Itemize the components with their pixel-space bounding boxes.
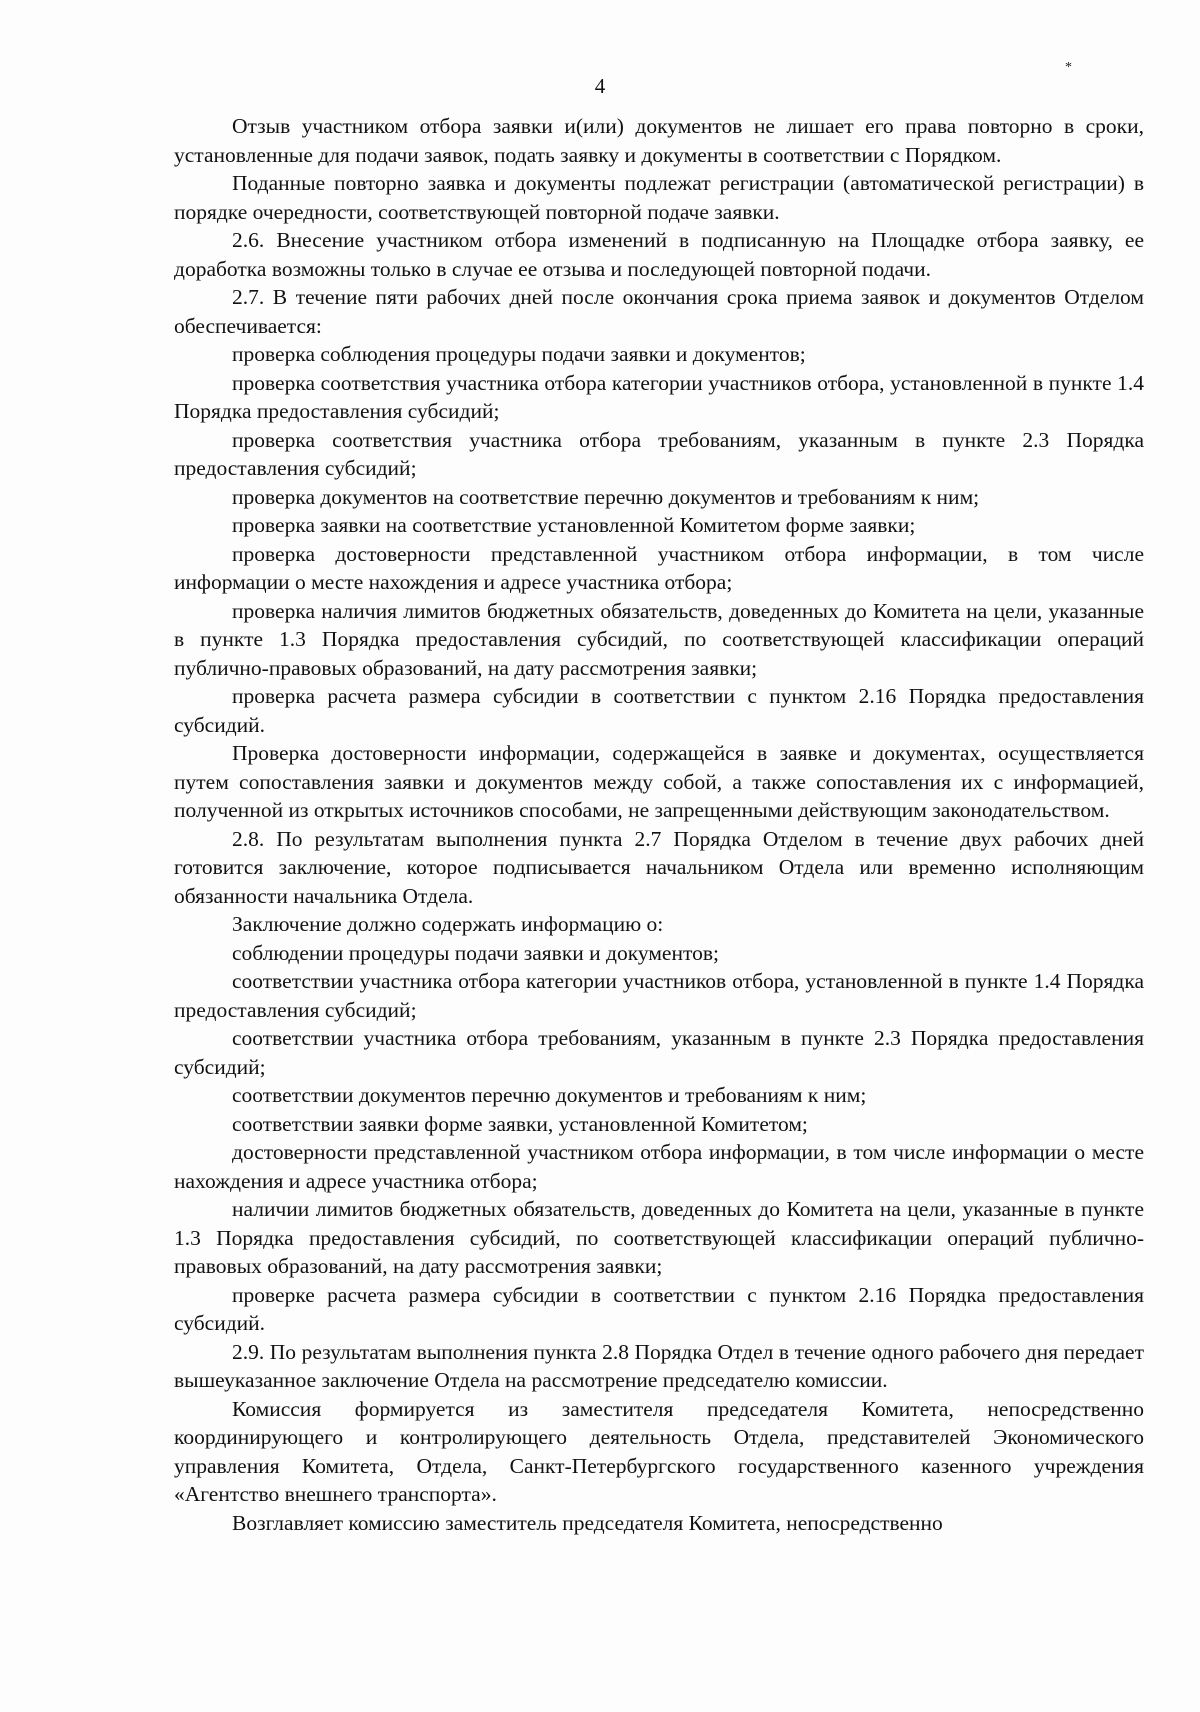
paragraph: проверка заявки на соответствие установленной Комитетом форме заявки;: [232, 513, 916, 537]
document-body: [174, 112, 1144, 1537]
paragraph: Отзыв участником отбора заявки и(или) документов не лишает его права повторно в сроки, установленные для подачи заявок, подать заявку и документы в соответствии с Порядком.: [174, 114, 1144, 167]
paragraph: соответствии участника отбора категории участников отбора, установленной в пункте 1.4 Порядка предоставления субсидий;: [174, 969, 1144, 1022]
paragraph: соответствии заявки форме заявки, установленной Комитетом;: [232, 1111, 808, 1136]
paragraph: 2.6. Внесение участником отбора изменений в подписанную на Площадке отбора заявку, ее доработка возможны только в случае ее отзыва и последующей повторной подачи.: [174, 228, 1144, 281]
paragraph: 2.7. В течение пяти рабочих дней после окончания срока приема заявок и документов Отделом обеспечивается:: [174, 285, 1144, 338]
paragraph: проверка расчета размера субсидии в соответствии с пунктом 2.16 Порядка предоставления субсидий.: [174, 684, 1144, 737]
paragraph: проверка соответствия участника отбора требованиям, указанным в пункте 2.3 Порядка предоставления субсидий;: [174, 427, 1144, 480]
paragraph: соответствии документов перечню документов и требованиям к ним;: [232, 1083, 867, 1107]
paragraph: 2.9. По результатам выполнения пункта 2.8 Порядка Отдел в течение одного рабочего дня передает вышеуказанное заключение Отдела на рассмотрение председателю комиссии.: [174, 1339, 1144, 1392]
page-number: 4: [594, 74, 606, 98]
paragraph: Комиссия формируется из заместителя председателя Комитета, непосредственно координирующего и контролирующего деятельность Отдела, представителей Экономического управления Комитета, Отдела, Санкт-Петербургского государственного казенного учреждения «Агентство внешнего транспорта».: [174, 1396, 1144, 1506]
paragraph: проверка наличия лимитов бюджетных обязательств, доведенных до Комитета на цели, указанные в пункте 1.3 Порядка предоставления субсидий, по соответствующей классификации операций публично-правовых образований, на дату рассмотрения заявки;: [174, 598, 1144, 680]
paragraph: проверка соблюдения процедуры подачи заявки и документов;: [232, 342, 806, 366]
paragraph: Возглавляет комиссию заместитель председателя Комитета, непосредственно: [232, 1510, 943, 1535]
paragraph: 2.8. По результатам выполнения пункта 2.7 Порядка Отделом в течение двух рабочих дней готовится заключение, которое подписывается начальником Отдела или временно исполняющим обязанности начальника Отдела.: [174, 826, 1144, 908]
paragraph: проверка документов на соответствие перечню документов и требованиям к ним;: [232, 484, 980, 509]
paragraph: достоверности представленной участником отбора информации, в том числе информации о месте нахождения и адресе участника отбора;: [174, 1140, 1144, 1193]
paragraph: Проверка достоверности информации, содержащейся в заявке и документах, осуществляется путем сопоставления заявки и документов между собой, а также сопоставления их с информацией, полученной из открытых источников способами, не запрещенными действующим законодательством.: [174, 741, 1144, 822]
paragraph: проверка достоверности представленной участником отбора информации, в том числе информации о месте нахождения и адресе участника отбора;: [174, 541, 1144, 594]
scan-mark: *: [1065, 60, 1072, 75]
paragraph: Поданные повторно заявка и документы подлежат регистрации (автоматической регистрации) в порядке очередности, соответствующей повторной подаче заявки.: [174, 171, 1144, 224]
paragraph: наличии лимитов бюджетных обязательств, доведенных до Комитета на цели, указанные в пункте 1.3 Порядка предоставления субсидий, по соответствующей классификации операций публично-правовых образований, на дату рассмотрения заявки;: [174, 1197, 1144, 1278]
paragraph: проверка соответствия участника отбора категории участников отбора, установленной в пункте 1.4 Порядка предоставления субсидий;: [174, 370, 1144, 423]
paragraph: проверке расчета размера субсидии в соответствии с пунктом 2.16 Порядка предоставления субсидий.: [174, 1282, 1144, 1335]
paragraph: Заключение должно содержать информацию о:: [232, 912, 664, 936]
paragraph: соответствии участника отбора требованиям, указанным в пункте 2.3 Порядка предоставления субсидий;: [174, 1026, 1144, 1079]
paragraph: соблюдении процедуры подачи заявки и документов;: [232, 940, 719, 965]
